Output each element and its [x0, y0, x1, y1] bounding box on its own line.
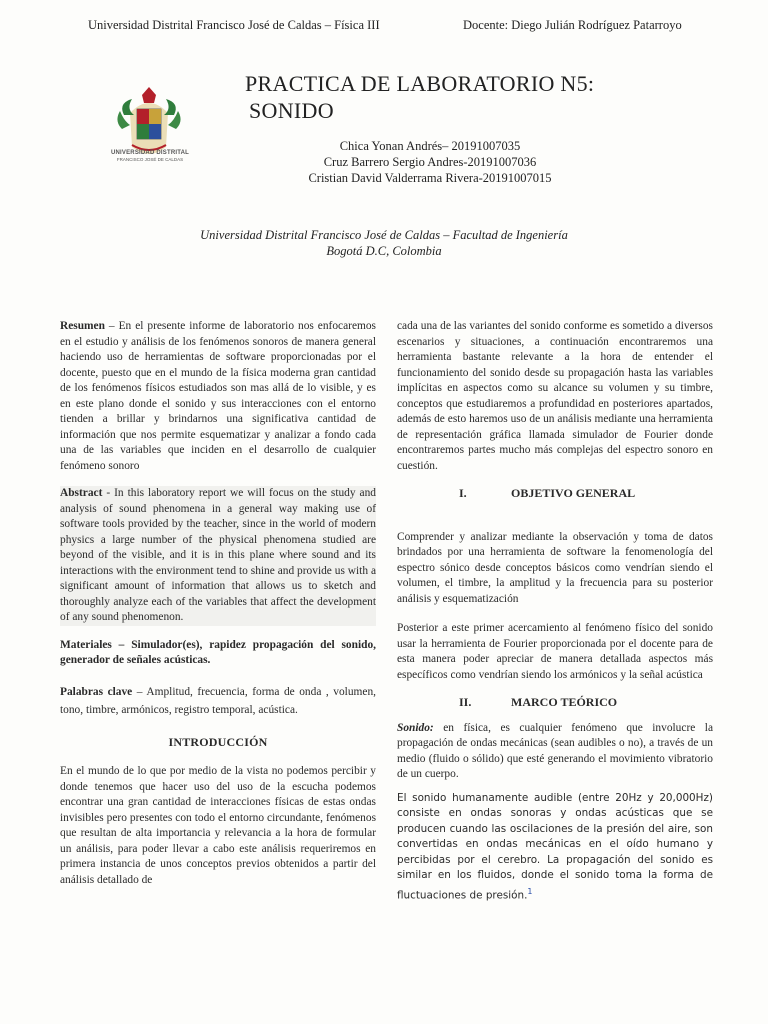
- keywords-text: – Amplitud, frecuencia, forma de onda , volumen, tono, timbre, armónicos, registro temporal, acústica.: [60, 685, 376, 716]
- crest-icon: [117, 87, 180, 154]
- affiliation: [150, 227, 618, 259]
- introduccion-heading: INTRODUCCIÓN: [168, 734, 268, 749]
- author-3: Cristian David Valderrama Rivera-20191007015: [308, 171, 552, 185]
- keywords-label: Palabras clave: [60, 685, 133, 698]
- logo-caption-line1: UNIVERSIDAD DISTRITAL: [110, 150, 190, 156]
- affiliation-line1: Universidad Distrital Francisco José de Caldas – Facultad de Ingeniería: [200, 228, 568, 242]
- abstract-text: - In this laboratory report we will focus on the study and analysis of sound phenomena in a general way making use of software tools provided by the teacher, since in the world of modern physics a large number of the physical phenomena studied are beyond of the visible, and it is in this plane where sound and its interactions with the environment tend to shine and provide us with a significant amount of information that allows us to sketch and thoroughly analyze each of the variables that affect the development of any sound phenomenon.: [60, 487, 376, 623]
- marco-p2-text: El sonido humanamente audible (entre 20Hz y 20,000Hz) consiste en ondas sonoras y ondas acústicas que se producen cuando las oscilaciones de la presión del aire, son convertidas en ondas mecánicas en el oído humano y percibidas por el cerebro. La propagación del sonido es similar en los fluidos, donde el sonido toma la forma de fluctuaciones de presión.: [397, 791, 713, 901]
- objetivo-number: I.: [459, 486, 467, 500]
- logo-caption: [100, 150, 200, 162]
- footnote-link[interactable]: 1: [527, 886, 533, 896]
- keywords-paragraph: [60, 683, 376, 719]
- abstract-label: Abstract: [60, 487, 103, 499]
- author-1: Chica Yonan Andrés– 20191007035: [339, 139, 521, 153]
- right-column: [397, 319, 713, 903]
- objetivo-paragraph-2: Posterior a este primer acercamiento al fenómeno físico del sonido usar la herramienta de Fourier proporcionada por el docente para de esta manera poder apreciar de manera detallada aspectos más específicos como vendrían siendo los armónicos y la señal acústica: [397, 622, 713, 681]
- sonido-paragraph: [397, 721, 713, 783]
- sonido-label: Sonido:: [397, 721, 434, 734]
- title-line2: SONIDO: [249, 98, 334, 123]
- paper-title: [245, 70, 594, 124]
- running-header-left: Universidad Distrital Francisco José de Caldas – Física III: [88, 18, 380, 32]
- author-list: [280, 138, 580, 186]
- objetivo-title: OBJETIVO GENERAL: [511, 486, 636, 500]
- resumen-paragraph: [60, 319, 376, 474]
- author-2: Cruz Barrero Sergio Andres-20191007036: [323, 155, 537, 169]
- marco-heading: [397, 695, 713, 711]
- affiliation-line2: Bogotá D.C, Colombia: [326, 244, 442, 258]
- objetivo-heading: [397, 486, 713, 502]
- marco-title: MARCO TEÓRICO: [511, 695, 618, 709]
- title-line1: PRACTICA DE LABORATORIO N5:: [245, 71, 595, 96]
- running-header-right: Docente: Diego Julián Rodríguez Patarroyo: [463, 18, 682, 32]
- introduccion-continued: cada una de las variantes del sonido conforme es sometido a diversos escenarios y situaciones, a continuación encontraremos una herramienta bastante relevante a la hora de entender el funcionamiento del sonido desde su propagación hasta las variables implícitas en aspectos como su alcance su volumen y su timbre, conceptos que estudiaremos a profundidad en posteriores apartados, además de esto haremos uso de un análisis mediante una herramienta de representación gráfica llamada simulador de Fourier donde encontraremos partes mucho más complejas del espectro sonoro en cuestión.: [397, 320, 713, 472]
- introduccion-paragraph: En el mundo de lo que por medio de la vista no podemos percibir y donde tenemos que hacer uso del uso de la escucha podemos encontrar una gran cantidad de interacciones físicas de estas ondas invisibles pero presentes con todo el entorno circundante, fenómenos que resultan de alta importancia y relevancia a la hora de formular un análisis, para poder llevar a cabo este análisis requeriremos en primera instancia de unos conceptos previos obtenidos a partir del análisis detallado de: [60, 765, 376, 886]
- materiales-paragraph: Materiales – Simulador(es), rapidez propagación del sonido, generador de señales acústicas.: [60, 638, 376, 666]
- marco-paragraph-2: [397, 791, 713, 904]
- sonido-text: en física, es cualquier fenómeno que involucre la propagación de ondas mecánicas (sean audibles o no), a través de un medio (fluido o sólido) que esté generando el movimiento vibratorio de un cuerpo.: [397, 721, 713, 780]
- logo-caption-line2: FRANCISCO JOSÉ DE CALDAS: [116, 157, 184, 162]
- abstract-paragraph: [60, 486, 376, 626]
- objetivo-paragraph-1: Comprender y analizar mediante la observación y toma de datos brindados por una herramienta de software la fenomenología del espectro sónico desde conceptos básicos como vendrían siendo el volumen, el timbre, la amplitud y la frecuencia para su posterior análisis y esquematización: [397, 530, 713, 605]
- marco-number: II.: [459, 695, 472, 709]
- left-column: [60, 319, 376, 888]
- resumen-text: – En el presente informe de laboratorio nos enfocaremos en el estudio y análisis de los fenómenos sonoros de manera general haciendo uso de herramientas de software proporcionadas por el docente, puesto que en el mundo de la física moderna gran cantidad de los fenómenos físicos estudiados son mas allá de lo visible, y es en este plano donde el sonido y sus interacciones con el entorno tienden a brillar y brindarnos una significativa cantidad de información que nos permite esquematizar y analizar a fondo cada una de las variables que inciden en el desarrollo de cualquier fenómeno sonoro: [60, 320, 376, 472]
- resumen-label: Resumen: [60, 320, 105, 332]
